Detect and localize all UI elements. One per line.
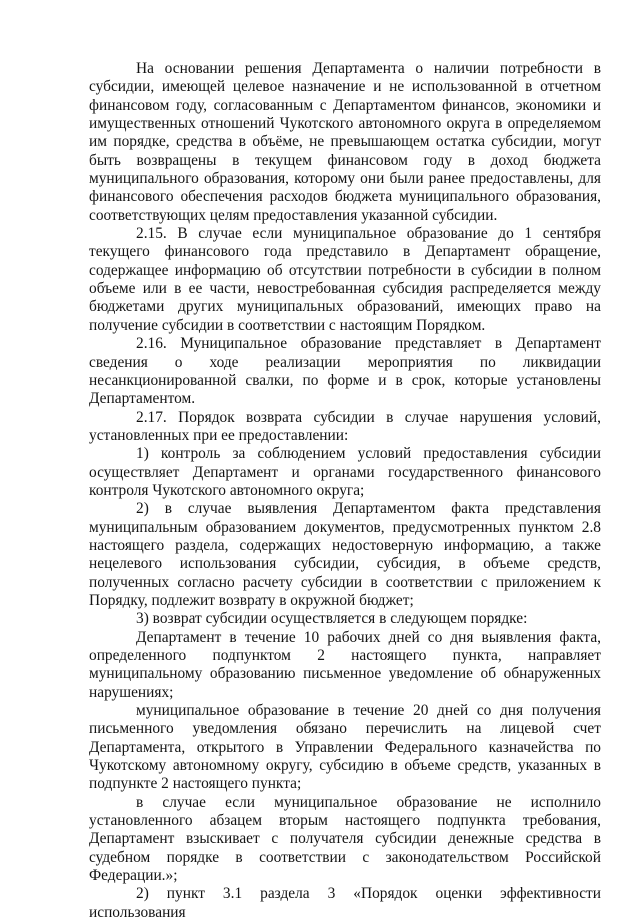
paragraph-item-3-step-3: в случае если муниципальное образование не исполнило установленного абзацем вторым настоящего подпункта требования, Департамент взыскивает с получателя субсидии денежные средства в судебном порядке в соответствии с законодательством Российской Федерации.»; (89, 793, 601, 885)
paragraph-2-17: 2.17. Порядок возврата субсидии в случае нарушения условий, установленных при ее предоставлении: (89, 408, 601, 444)
paragraph-item-3-step-1: Департамент в течение 10 рабочих дней со дня выявления факта, определенного подпунктом 2 настоящего пункта, направляет муниципальному образованию письменное уведомление об обнаруженных нарушениях; (89, 628, 601, 701)
paragraph-2-17-item-2: 2) в случае выявления Департаментом факта представления муниципальным образованием документов, предусмотренных пунктом 2.8 настоящего раздела, содержащих недостоверную информацию, а также нецелевого использования субсидии, субсидия, в объеме средств, полученных согласно расчету субсидии в соответствии с приложением к Порядку, подлежит возврату в окружной бюджет; (89, 500, 601, 609)
paragraph-2-16: 2.16. Муниципальное образование представляет в Департамент сведения о ходе реализации мероприятия по ликвидации несанкционированной свалки, по форме и в срок, которые установлены Департаментом. (89, 335, 601, 408)
paragraph-subsidy-return-decision: На основании решения Департамента о наличии потребности в субсидии, имеющей целевое назначение и не использованной в отчетном финансовом году, согласованным с Департаментом финансов, экономики и имущественных отношений Чукотского автономного округа в определяемом им порядке, средства в объёме, не превышающем остатка субсидии, могут быть возвращены в текущем финансовом году в доход бюджета муниципального образования, которому они были ранее предоставлены, для финансового обеспечения расходов бюджета муниципального образования, соответствующих целям предоставления указанной субсидии. (89, 60, 601, 224)
paragraph-2-17-item-1: 1) контроль за соблюдением условий предоставления субсидии осуществляет Департамент и органами государственного финансового контроля Чукотского автономного округа; (89, 445, 601, 499)
paragraph-2-15: 2.15. В случае если муниципальное образование до 1 сентября текущего финансового года представило в Департамент обращение, содержащее информацию об отсутствии потребности в субсидии в полном объеме или в ее части, невостребованная субсидия распределяется между бюджетами других муниципальных образований, имеющих право на получение субсидии в соответствии с настоящим Порядком. (89, 225, 601, 334)
document-page (89, 60, 601, 922)
paragraph-2-17-item-3: 3) возврат субсидии осуществляется в следующем порядке: (136, 610, 528, 628)
paragraph-amendment-item-2: 2) пункт 3.1 раздела 3 «Порядок оценки эффективности использования (89, 885, 601, 921)
paragraph-item-3-step-2: муниципальное образование в течение 20 дней со дня получения письменного уведомления обязано перечислить на лицевой счет Департамента, открытого в Управлении Федерального казначейства по Чукотскому автономному округу, субсидию в объеме средств, указанных в подпункте 2 настоящего пункта; (89, 702, 601, 793)
